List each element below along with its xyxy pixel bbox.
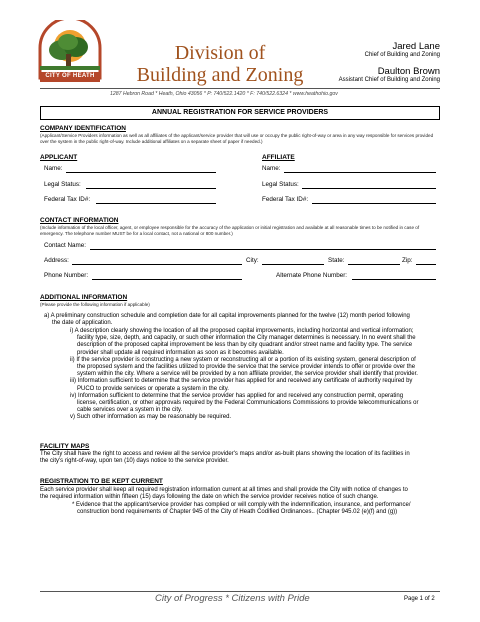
item-a-line: a) A preliminary construction schedule and completion date for all capital improvements planned for the twelve (12) month period following	[44, 313, 410, 319]
sub-item-line: i) A description clearly showing the location of all the proposed capital improvements, including horizontal and vertical information;	[70, 328, 414, 334]
sub-item-line: facility type, size, depth, and capacity, or such other information the City manager determines is necessary. In no event shall the	[77, 335, 416, 342]
current-line: Each service provider shall keep all required registration information current at all times and shall provide the City with notice of changes to	[40, 487, 408, 493]
footer-motto: City of Progress * Citizens with Pride	[155, 593, 310, 604]
current-line: the required information within fifteen (15) days following the date on which the service provider receives notice of such change.	[40, 494, 379, 501]
applicant-name-field[interactable]	[66, 172, 216, 173]
city-label: City:	[246, 257, 259, 264]
state-field[interactable]	[348, 264, 400, 265]
sub-item-line: v) Such other information as may be reasonably be required.	[70, 414, 232, 421]
affiliate-tax-field[interactable]	[312, 203, 436, 204]
current-bullet	[72, 502, 452, 516]
zip-field[interactable]	[416, 264, 436, 265]
bullet-line: * Evidence that the applicant/service provider has complied or will comply with the indemnification, insurance, and performance/	[72, 502, 411, 508]
sub-item-line: iii) Information sufficient to determine that the service provider has applied for and received any certificate of authority required by	[70, 378, 413, 385]
contact-note: (Include information of the local officer, agent, or employee responsible for the accuracy of the application or initial registration and available at all reasonable times to be notified in case of emergency. The telephone number MUST be for a local contact, not a national or 800 number.)	[40, 225, 420, 236]
sub-item-line: the proposed system and the facilities utilized to provide the service that the service provider intends to offer or provide over the	[77, 364, 416, 371]
sub-items	[70, 328, 450, 422]
contact-name-field[interactable]	[90, 249, 436, 250]
staff-title: Assistant Chief of Building and Zoning	[338, 77, 440, 83]
zip-label: Zip:	[402, 257, 413, 264]
staff-assistant	[339, 66, 440, 83]
applicant-tax-label: Federal Tax ID#:	[44, 196, 91, 203]
facility-heading: FACILITY MAPS	[40, 443, 90, 450]
applicant-legal-label: Legal Status:	[44, 181, 81, 188]
sub-item-line: iv) Information sufficient to determine that the service provider has applied for and received any construction permit, operating	[70, 392, 404, 399]
sub-item-line: description of the proposed capital improvement be less than by city quadrant and/or street name and facility type. The service	[77, 342, 413, 349]
sub-item-line: system within the city. Where a service will be provided by a non affiliate provider, the service provider shall identify that provider.	[77, 371, 418, 378]
address-field[interactable]	[72, 264, 242, 265]
facility-line: The City shall have the right to access and review all the service provider's maps and/or as-built plans showing the location of its facilities in	[40, 451, 410, 457]
applicant-legal-field[interactable]	[86, 188, 216, 189]
address-line: 1287 Hebron Road * Heath, Ohio 43056 * P: 740/522.1420 * F: 740/522.6324 * www.heathohio.gov	[110, 91, 338, 97]
current-text	[40, 487, 450, 501]
phone-field[interactable]	[92, 279, 242, 280]
header-divider	[40, 88, 440, 89]
division-subtitle: Building and Zoning	[136, 64, 304, 86]
affiliate-name-label: Name:	[262, 165, 281, 172]
staff-name: Daulton Brown	[377, 66, 440, 77]
additional-heading: ADDITIONAL INFORMATION	[40, 294, 128, 301]
contact-name-label: Contact Name:	[44, 242, 86, 249]
sub-item-line: cable services over a system in the city.	[77, 407, 183, 414]
affiliate-tax-label: Federal Tax ID#:	[262, 196, 309, 203]
bullet-line: construction bond requirements of Chapter 945 of the City of Heath Codified Ordinances.. (Chapter 945.02 (e)(f) and (g))	[77, 509, 398, 516]
current-heading: REGISTRATION TO BE KEPT CURRENT	[40, 478, 163, 485]
footer-divider	[40, 591, 440, 592]
logo-text: CITY OF HEATH	[45, 73, 95, 79]
contact-heading: CONTACT INFORMATION	[40, 217, 119, 224]
city-logo	[34, 20, 106, 92]
affiliate-name-field[interactable]	[284, 172, 436, 173]
sub-item-i	[70, 328, 450, 357]
staff-title: Chief of Building and Zoning	[364, 52, 440, 58]
affiliate-heading: AFFILIATE	[262, 154, 295, 161]
affiliate-legal-label: Legal Status:	[262, 181, 299, 188]
applicant-tax-field[interactable]	[96, 203, 216, 204]
facility-text	[40, 451, 450, 465]
phone-label: Phone Number:	[44, 272, 89, 279]
alt-phone-label: Alternate Phone Number:	[276, 272, 348, 279]
division-title: Division of	[174, 42, 266, 64]
affiliate-legal-field[interactable]	[302, 188, 436, 189]
company-heading: COMPANY IDENTIFICATION	[40, 125, 126, 132]
staff-name: Jared Lane	[392, 41, 440, 52]
sub-item-iv	[70, 393, 450, 415]
sub-item-line: license, certification, or other approvals required by the Federal Communications Commissions to provide telecommunications or	[77, 400, 419, 407]
alt-phone-field[interactable]	[352, 279, 436, 280]
item-a-line: the date of application.	[52, 320, 113, 327]
sub-item-line: provider shall update all required information as soon as it becomes available.	[77, 349, 284, 356]
sub-item-iii	[70, 378, 450, 392]
company-note: (Applicant/Service Providers information as well as all affiliates of the applicant/service provider that will use or occupy the public right-of-way or area in any way responsible for services provided over the system in the public right-of-way. Include additional affiliates on a separate sheet of paper if needed.)	[40, 133, 434, 144]
form-title: ANNUAL REGISTRATION FOR SERVICE PROVIDERS	[40, 106, 440, 120]
facility-line: the city's right-of-way, upon ten (10) days notice to the service provider.	[40, 458, 229, 465]
applicant-name-label: Name:	[44, 165, 63, 172]
city-field[interactable]	[262, 264, 324, 265]
applicant-heading: APPLICANT	[40, 154, 78, 161]
sub-item-ii	[70, 357, 450, 379]
staff-chief	[365, 41, 440, 58]
page-number: Page 1 of 2	[404, 596, 435, 602]
additional-note: (Please provide the following information if applicable)	[40, 302, 150, 307]
sub-item-v	[70, 414, 450, 421]
address-label: Address:	[44, 257, 69, 264]
sub-item-line: PUCO to provide services or operate a system in the city.	[77, 385, 229, 392]
state-label: State:	[328, 257, 345, 264]
sub-item-line: ii) If the service provider is constructing a new system or reconstructing all or a portion of its existing system, general description of	[70, 356, 416, 363]
item-a	[44, 313, 444, 327]
